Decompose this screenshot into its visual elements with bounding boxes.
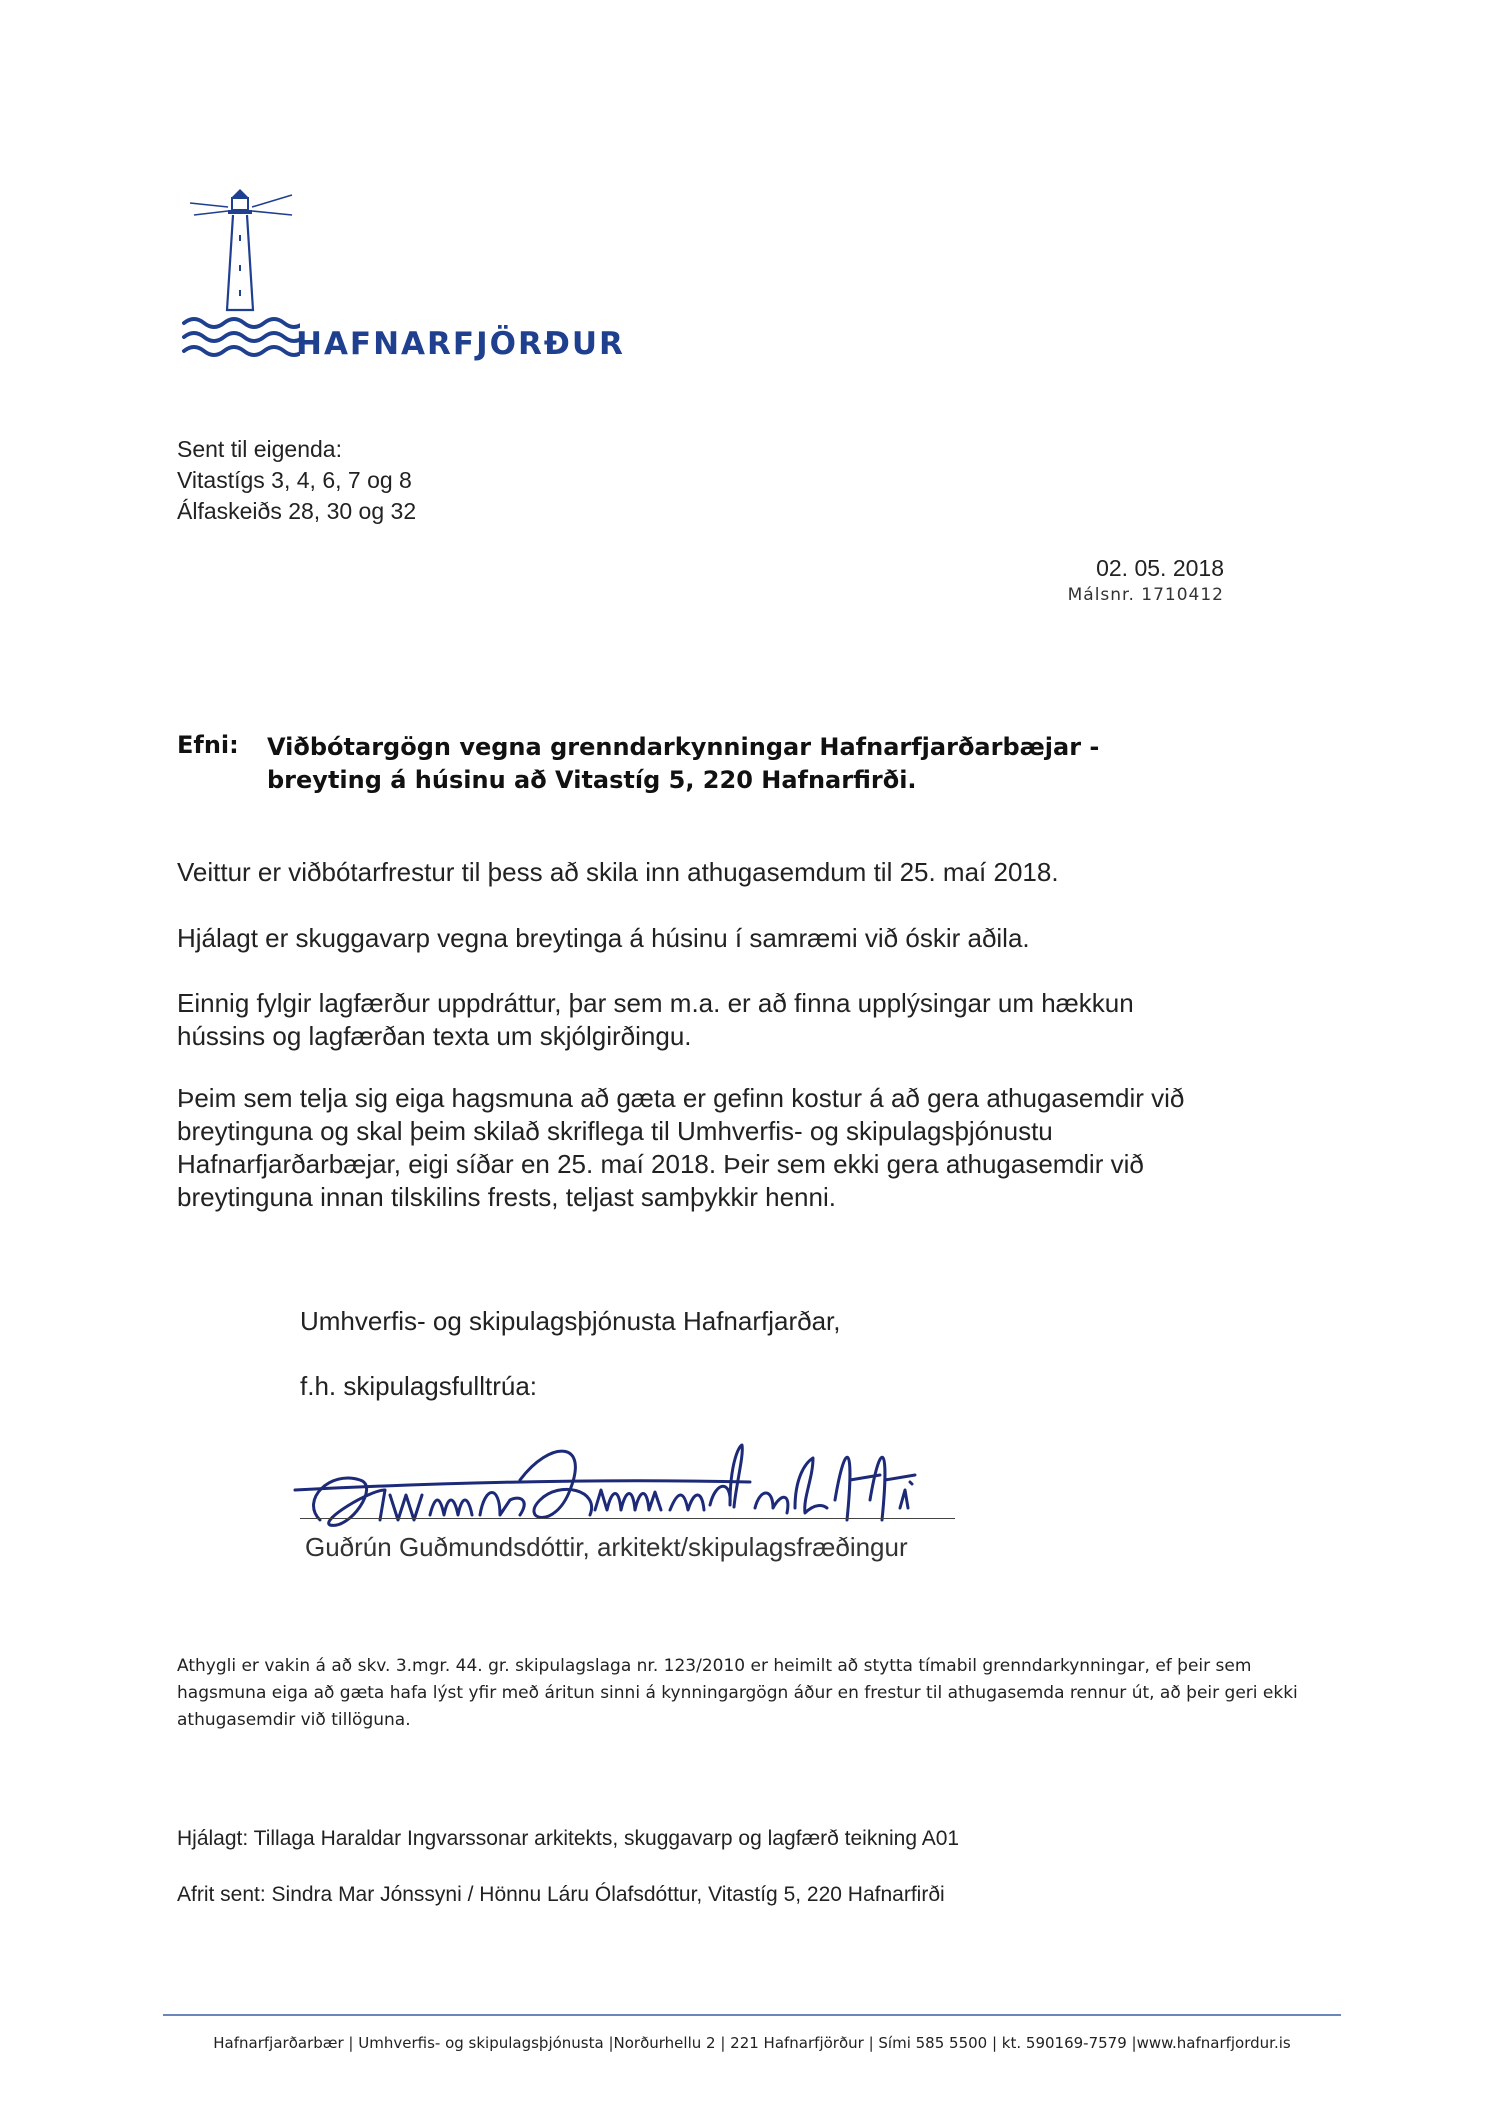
body-paragraph: Einnig fylgir lagfærður uppdráttur, þar sem m.a. er að finna upplýsingar um hækkun hússins og lagfærðan texta um skjólgirðingu. bbox=[177, 988, 1134, 1051]
subject-text bbox=[267, 731, 1167, 797]
signature-line bbox=[300, 1518, 955, 1519]
handwritten-signature bbox=[290, 1420, 950, 1550]
body-paragraph: Þeim sem telja sig eiga hagsmuna að gæta er gefinn kostur á að gera athugasemdir við breytinguna og skal þeim skilað skriflega til Umhverfis- og skipulagsþjónustu Hafnarfjarðarbæjar, eigi síðar en 25. maí 2018. Þeir sem ekki gera athugasemdir við breytinguna innan tilskilins frests, teljast samþykkir henni. bbox=[177, 1083, 1185, 1212]
signoff-organization: Umhverfis- og skipulagsþjónusta Hafnarfjarðar, bbox=[300, 1306, 841, 1336]
subject-line: Viðbótargögn vegna grenndarkynningar Hafnarfjarðarbæjar - bbox=[267, 733, 1100, 761]
lighthouse-logo-icon bbox=[180, 185, 300, 365]
body-paragraph: Hjálagt er skuggavarp vegna breytinga á húsinu í samræmi við óskir aðila. bbox=[177, 923, 1030, 953]
footer-contact: Hafnarfjarðarbær | Umhverfis- og skipulagsþjónusta |Norðurhellu 2 | 221 Hafnarfjörður | Sími 585 5500 | kt. 590169-7579 |www.hafnarfjordur.is bbox=[213, 2034, 1291, 2052]
recipient-line: Vitastígs 3, 4, 6, 7 og 8 bbox=[177, 467, 412, 493]
footer-divider bbox=[163, 2014, 1341, 2016]
legal-note: Athygli er vakin á að skv. 3.mgr. 44. gr. skipulagslaga nr. 123/2010 er heimilt að stytta tímabil grenndarkynningar, ef þeir sem hagsmuna eiga að gæta hafa lýst yfir með áritun sinni á kynningargögn áður en frestur til athugasemda rennur út, að þeir geri ekki athugasemdir við tillöguna. bbox=[177, 1656, 1298, 1730]
subject-line: breyting á húsinu að Vitastíg 5, 220 Hafnarfirði. bbox=[267, 766, 917, 794]
subject-label: Efni: bbox=[177, 731, 239, 759]
signoff-behalf: f.h. skipulagsfulltrúa: bbox=[300, 1371, 538, 1401]
logo-wordmark: HAFNARFJÖRÐUR bbox=[296, 326, 625, 362]
signatory-name: Guðrún Guðmundsdóttir, arkitekt/skipulagsfræðingur bbox=[305, 1532, 908, 1562]
case-number: Málsnr. 1710412 bbox=[1067, 585, 1224, 605]
letter-date: 02. 05. 2018 bbox=[1096, 555, 1224, 581]
recipient-block bbox=[177, 434, 416, 527]
copy-sent-line: Afrit sent: Sindra Mar Jónssyni / Hönnu Láru Ólafsdóttur, Vitastíg 5, 220 Hafnarfirði bbox=[177, 1883, 945, 1906]
recipient-heading: Sent til eigenda: bbox=[177, 436, 342, 462]
recipient-line: Álfaskeiðs 28, 30 og 32 bbox=[177, 498, 417, 524]
attachments-line: Hjálagt: Tillaga Haraldar Ingvarssonar arkitekts, skuggavarp og lagfærð teikning A01 bbox=[177, 1827, 960, 1850]
body-paragraph: Veittur er viðbótarfrestur til þess að skila inn athugasemdum til 25. maí 2018. bbox=[177, 857, 1059, 887]
